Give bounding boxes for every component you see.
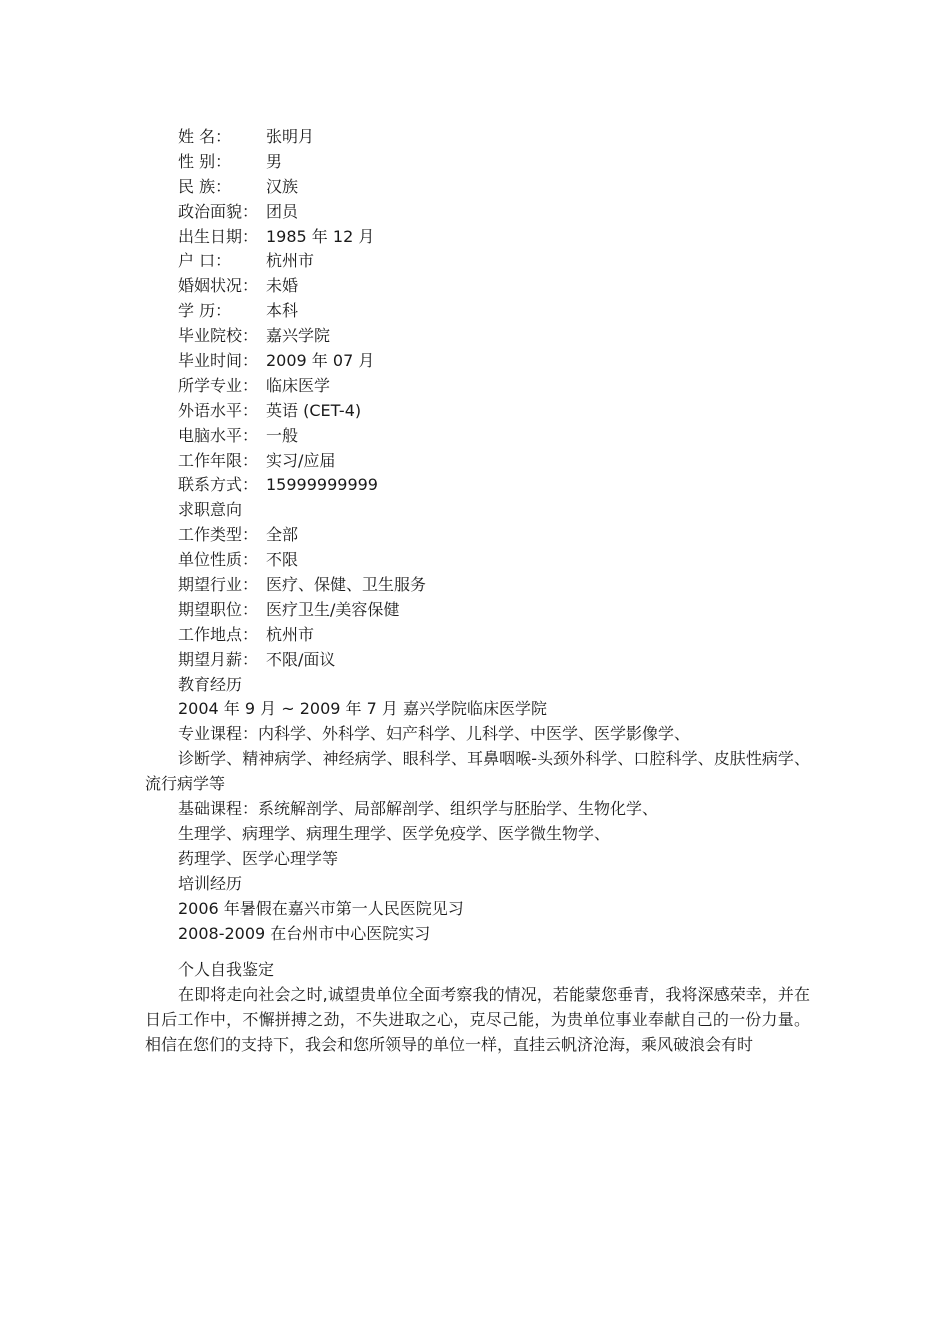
location-value: 杭州市: [266, 624, 315, 644]
basic-courses-line-2: 生理学、病理学、病理生理学、医学免疫学、医学微生物学、: [178, 823, 611, 843]
school-label: 毕业院校：: [178, 326, 259, 346]
grad-time-label: 毕业时间：: [178, 351, 259, 371]
ethnicity-row: [145, 175, 810, 200]
unit-nature-value: 不限: [266, 550, 299, 570]
political-value: 团员: [266, 201, 299, 221]
job-type-label: 工作类型：: [178, 525, 259, 545]
education-label: 学 历：: [178, 301, 232, 321]
industry-row: [145, 573, 810, 598]
experience-label: 工作年限：: [178, 450, 259, 470]
unit-nature-row: [145, 548, 810, 573]
salary-row: [145, 648, 810, 673]
basic-courses-line-3: 药理学、医学心理学等: [178, 848, 339, 868]
marital-label: 婚姻状况：: [178, 276, 259, 296]
job-intent-heading: 求职意向: [178, 500, 243, 520]
hukou-row: [145, 249, 810, 274]
position-row: [145, 598, 810, 623]
job-type-row: [145, 523, 810, 548]
computer-row: [145, 424, 810, 449]
major-value: 临床医学: [266, 375, 331, 395]
major-courses-line-1: 专业课程：内科学、外科学、妇产科学、儿科学、中医学、医学影像学、: [178, 724, 691, 744]
section-gap: [145, 946, 810, 958]
hukou-label: 户 口：: [178, 251, 232, 271]
position-label: 期望职位：: [178, 599, 259, 619]
education-value: 本科: [266, 301, 299, 321]
language-label: 外语水平：: [178, 400, 259, 420]
salary-value: 不限/面议: [266, 649, 336, 669]
education-entry: 2004 年 9 月 ~ 2009 年 7 月 嘉兴学院临床医学院: [178, 699, 547, 719]
grad-time-row: [145, 349, 810, 374]
location-label: 工作地点：: [178, 624, 259, 644]
industry-label: 期望行业：: [178, 575, 259, 595]
unit-nature-label: 单位性质：: [178, 550, 259, 570]
birth-row: [145, 225, 810, 250]
gender-row: [145, 150, 810, 175]
major-row: [145, 374, 810, 399]
grad-time-value: 2009 年 07 月: [266, 351, 375, 371]
gender-label: 性 别：: [178, 151, 232, 171]
language-row: [145, 399, 810, 424]
basic-courses-line-1: 基础课程：系统解剖学、局部解剖学、组织学与胚胎学、生物化学、: [178, 799, 659, 819]
birth-label: 出生日期：: [178, 226, 259, 246]
marital-row: [145, 274, 810, 299]
experience-value: 实习/应届: [266, 450, 336, 470]
training-item-1: 2006 年暑假在嘉兴市第一人民医院见习: [178, 898, 464, 918]
school-value: 嘉兴学院: [266, 326, 331, 346]
major-label: 所学专业：: [178, 375, 259, 395]
training-item-2: 2008-2009 在台州市中心医院实习: [178, 923, 431, 943]
ethnicity-label: 民 族：: [178, 176, 232, 196]
contact-label: 联系方式：: [178, 475, 259, 495]
birth-value: 1985 年 12 月: [266, 226, 375, 246]
experience-row: [145, 449, 810, 474]
name-value: 张明月: [266, 127, 315, 146]
self-evaluation-text: 在即将走向社会之时,诚望贵单位全面考察我的情况，若能蒙您垂青，我将深感荣幸，并在日后工作中，不懈拼搏之劲，不失进取之心，克尽己能，为贵单位事业奉献自己的一份力量。相信在您们的支持下，我会和您所领导的单位一样，直挂云帆济沧海，乘风破浪会有时: [145, 985, 810, 1055]
salary-label: 期望月薪：: [178, 649, 259, 669]
education-row: [145, 299, 810, 324]
training-heading: 培训经历: [178, 873, 243, 893]
industry-value: 医疗、保健、卫生服务: [266, 575, 427, 595]
position-value: 医疗卫生/美容保健: [266, 599, 400, 619]
political-row: [145, 200, 810, 225]
school-row: [145, 324, 810, 349]
name-label: 姓 名：: [178, 127, 232, 146]
political-label: 政治面貌：: [178, 201, 259, 221]
computer-value: 一般: [266, 425, 299, 445]
major-courses-line-2: 诊断学、精神病学、神经病学、眼科学、耳鼻咽喉-头颈外科学、口腔科学、皮肤性病学、流行病学等: [145, 749, 810, 794]
ethnicity-value: 汉族: [266, 176, 299, 196]
contact-value: 15999999999: [266, 475, 378, 495]
name-row: [145, 125, 810, 150]
contact-row: [145, 473, 810, 498]
gender-value: 男: [266, 151, 283, 171]
hukou-value: 杭州市: [266, 251, 315, 271]
language-value: 英语 (CET-4): [266, 400, 362, 420]
resume-content: [145, 125, 810, 1058]
education-history-heading: 教育经历: [178, 674, 243, 694]
location-row: [145, 623, 810, 648]
job-type-value: 全部: [266, 525, 299, 545]
marital-value: 未婚: [266, 276, 299, 296]
self-evaluation-heading: 个人自我鉴定: [178, 960, 275, 980]
computer-label: 电脑水平：: [178, 425, 259, 445]
